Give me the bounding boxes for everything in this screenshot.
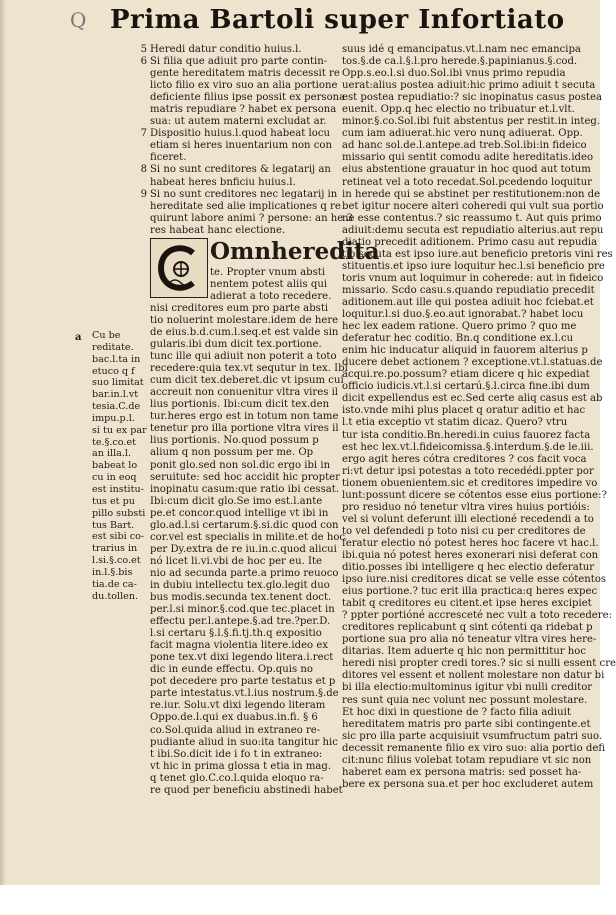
summary-line [150,104,340,116]
summary-number: 9 [140,188,147,200]
text-line: eius abstentione grauatur in hoc quod aut totum [342,164,591,176]
text-line: sic pro illa parte acquisiuit vsumfructum patri suo. [342,730,603,742]
text-line: acqui.re.po.possum? etiam dicere q hic expediat [342,369,590,381]
margin-line: suo limitat [92,377,144,389]
text-line: to vel defendedi p toto nisi cu per creditores de [342,525,586,537]
text-line: heredi nisi propter credi tores.? sic si nulli essent cre [342,658,616,670]
text-line: in herede qui se abstinet per restitutionem:non de [342,188,601,200]
text-line: minor.§.co.Sol.ibi fuit abstentus per restit.in integ. [342,116,601,128]
summary-text: gente hereditatem matris decessit re [150,68,340,80]
text-line: Oppo.de.l.qui ex duabus.in.fi. § 6 [150,712,318,724]
text-line: est postea repudiatio:? sic inopinatus casus postea [342,92,602,104]
text-line: effectu per.l.antepe.§.ad tre.?per.D. [150,616,331,628]
decorated-initial-c-icon [151,239,207,297]
summary-text: licto filio ex viro suo an alia portione [150,80,338,92]
text-line: toris vnum aut loquimur in coherede: aut in fideico [342,272,604,284]
text-line: euenit. Opp.q hec electio no tribuatur et.l.vlt. [342,104,575,116]
text-line: hereditatem matris pro parte sibi contingente.et [342,718,591,730]
summary-text: Si filia que adiuit pro parte contin- [150,56,328,68]
margin-line: impu.p.l. [92,412,135,424]
text-line: ad hanc sol.de.l.antepe.ad treb.Sol.ibi:in fideico [342,140,587,152]
summary-line [140,44,340,56]
text-line: gularis.ibi dum dicit tex.portione. [150,339,322,351]
text-line: inopinatu casum:que ratio ibi cessat. [150,483,340,495]
summary-number: 6 [140,56,147,68]
text-line: tio secuta est ipso iure.aut beneficio pretoris vini res [342,248,613,260]
margin-line: bac.l.ta in [92,353,141,365]
text-line: nó licet li.vi.vbi de hoc per eu. Ite [150,555,322,567]
text-line: suus idé q emancipatus.vt.l.nam nec emancipa [342,44,581,55]
right-column [342,44,616,791]
margin-line: pillo substi [92,507,146,519]
summary-text: res habeat hanc electione. [150,224,286,236]
text-line: re.iur. Solu.vt dixi legendo literam [150,700,326,712]
summary-line [150,92,346,104]
text-line: cum dicit tex.deberet.dic vt ipsum cui [150,375,344,387]
running-header: Prima Bartoli super Infortiato [110,5,565,35]
margin-line: reditate. [92,341,134,353]
text-line: cum iam adiuerat.hic vero nunq adiuerat. Opp. [342,128,583,140]
summary-line [150,152,340,164]
margin-line: est sibi co- [92,531,145,543]
summary-line [140,164,340,176]
text-line: pe.et concor.quod intellige vt ibi in [150,507,329,519]
summary-line [150,212,353,225]
text-line: tionem obuenientem.sic et creditores impedire vo [342,477,598,489]
page-edge-shadow [0,0,6,915]
summary-line [150,225,340,237]
page-footer-blank [0,885,600,915]
text-line: glo.ad.l.si certarum.§.si.dic quod con [150,519,339,531]
summary-text: Si no sunt creditores nec legatarij in [150,188,338,200]
text-line: co.Sol.quida aliud in extraneo re- [150,724,321,736]
summary-number: 5 [140,44,147,55]
text-line: loquitur.l.si duo.§.eo.aut ignorabat.? habet locu [342,309,584,321]
summary-text: ficeret. [150,152,187,164]
text-line: ne esse contentus.? sic reassumo t. Aut quis primo [342,212,602,224]
text-line: deferatur hec coditio. Bn.q conditione ex.l.cu [342,333,574,345]
summary-line [140,128,340,140]
text-line: facit magna violentia litere.ideo ex [150,640,329,652]
text-line: tur.heres ergo est in totum non tame [150,411,339,423]
margin-line: etuco q f [92,365,135,377]
text-line: te. Propter vnum absti [210,266,326,278]
summary-line [150,80,340,92]
summary-text: hereditate sed alie implicationes q re [150,200,341,212]
margin-line: te.§.co.et [92,436,136,448]
text-line: bere ex persona sua.et per hoc excluderet autem [342,778,594,790]
signature-mark: Q [70,8,87,32]
text-line: Opp.s.eo.l.si duo.Sol.ibi vnus primo repudia [342,68,566,80]
text-line: tenetur pro illa portione vltra vires il [150,423,339,435]
margin-line: l.si.§.co.et [92,555,141,567]
text-line: res sunt quia nec volunt nec possunt molestare. [342,694,588,706]
summary-line [150,201,340,213]
summary-text: etiam si heres inuentarium non con [150,140,332,152]
margin-line: cu in eoq [92,472,137,484]
summary-line [150,177,340,189]
text-line: isto.vnde mihi plus placet q oratur aditio et hac [342,405,586,417]
text-line: alium q non possum per me. Op [150,447,314,459]
incipit-heading: Omnheredita [210,237,380,265]
text-line: pot decedere pro parte testatus et p [150,676,336,688]
text-line: missario qui sentit comodu adite hereditatis.ideo [342,152,594,164]
text-line: ri:vt detur ipsi potestas a toto recedédi.ppter por [342,465,594,477]
margin-line: si tu ex par [92,424,147,436]
text-line: bi illa electio:multominus igitur vbi nulli creditor [342,682,593,694]
text-line: ducere debet actionem ? exceptione.vt.l.statuas.de [342,357,603,369]
text-line: in dubiu intellectu tex.glo.legit duo [150,579,330,591]
text-line: tunc ille qui adiuit non poterit a toto [150,351,337,363]
text-line: retineat vel a toto recedat.Sol.pcedendo loquitur [342,176,592,188]
margin-line: Cu be [92,330,121,341]
text-line: lius portionis. Ibi:cum dicit tex.den [150,399,330,411]
decorated-initial [150,238,208,298]
text-line: ditarias. Item aduerte q hic non permittitur hoc [342,646,587,658]
text-line: ergo agit heres cótra creditores ? cos facit voca [342,453,587,465]
text-line: eius portione.? tuc erit illa practica:q heres expec [342,586,598,598]
summary-text: Dispositio huius.l.quod habeat locu [150,128,330,140]
summary-line [150,140,340,152]
text-line: haberet eam ex persona matris: sed posset ha- [342,766,582,778]
text-line: nentem potest aliis qui [210,278,328,290]
text-line: recedere:quia tex.vt sequtur in tex. Ibi [150,363,348,375]
text-line: ditores vel essent et nollent molestare non datur bi [342,670,605,682]
text-line: diatio precedit aditionem. Primo casu aut repudia [342,236,598,248]
text-line: bus modis.secunda tex.tenent doct. [150,592,332,604]
text-line: de eius.b.d.cum.l.seq.et est valde sin [150,326,339,338]
commentary-text-left [150,266,348,797]
text-line: feratur electio nó potest heres hoc facere vt hac.l. [342,537,599,549]
text-line: creditores replicabunt q sint cótenti qa ridebat p [342,622,593,634]
text-line: adiuit:demu secuta est repudiatio alterius.aut repu [342,224,604,236]
text-line: ? ppter portióné accresceté nec vult a toto recedere: [342,610,612,622]
summary-text: quirunt labore animi ? persone: an he 3 [150,212,353,224]
text-line: ditio.posses ibi intelligere q hec electio deferatur [342,562,595,574]
margin-line: tesia.C.de [92,401,141,413]
summary-line [140,56,340,68]
text-line: dic in eunde effectu. Op.quis no [150,664,313,676]
summary-text: habeat heres bnficiu huius.l. [150,176,296,188]
text-line: ipso iure.nisi creditores dicat se velle esse cótentos [342,574,607,586]
text-line: Et hoc dixi in questione de ? facto filia adiuit [342,706,571,718]
margin-line: bar.in.l.vt [92,389,139,401]
marginal-letter: a [75,332,82,343]
text-line: pone tex.vt dixi legendo litera.i.rect [150,652,334,664]
text-line: enim hic inducatur aliquid in fauorem alterius p [342,345,588,357]
margin-line: in.l.§.bis [92,566,133,578]
margin-line: du.tollen. [92,590,139,602]
text-line: q tenet glo.C.co.l.quida eloquo ra- [150,772,324,784]
text-line: hec lex eadem ratione. Quero primo ? quo me [342,321,577,333]
summary-text: deficiente filius ipse possit ex persona [150,92,346,104]
text-line: per Dy.extra de re iu.in.c.quod alicui [150,543,337,555]
text-line: dicit expellendus est ec.Sed certe aliq casus est ab [342,393,603,405]
text-line: est hec lex.vt.l.fideicomissa.§.interdum.§.de le.iii. [342,441,594,453]
text-line: pudiante aliud in suo:ita tangitur hic [150,736,338,748]
summary-text: sua: ut autem materni excludat ar. [150,116,327,128]
text-line: t ibi.So.dicit ide i fo t in extraneo: [150,748,323,760]
text-line: re quod per beneficiu abstinedi habet [150,784,343,796]
text-line: lius portionis. No.quod possum p [150,435,319,447]
text-line: l.t etia exceptio vt statim dicaz. Quero? vtru [342,417,568,429]
text-line: pro residuo nó tenetur vltra vires huius portióis: [342,501,590,513]
text-line: stituentis.et ipso iure loquitur hec.l.si beneficio pre [342,260,605,272]
text-line: uerat:alius postea adiuit:hic primo adiuit t secuta [342,80,596,92]
text-line: Ibi:cum dicit glo.Se imo est.l.ante [150,495,323,507]
summary-line [150,116,340,128]
margin-line: an illa.l. [92,448,132,460]
text-line: portione sua pro alia nó teneatur vltra vires here- [342,634,597,646]
text-line: tabit q creditores eu citent.et ipse heres excipiet [342,598,592,610]
left-column [140,44,380,797]
text-line: per.l.si minor.§.cod.que tec.placet in [150,604,335,616]
text-line: parte intestatus.vt.l.ius nostrum.§.de [150,688,339,700]
text-line: nio ad secunda parte.a primo reuoco [150,567,339,579]
margin-line: babeat lo [92,460,138,472]
text-line: nisi creditores eum pro parte absti [150,302,329,314]
text-line: l.si certaru §.l.§.fi.tj.th.q expositio [150,628,322,640]
text-line: seruitute: sed hoc accidit hic propter [150,471,340,483]
text-line: vt hic in prima glossa t etia in mag. [150,760,332,772]
text-line: cit:nunc filius volebat totam repudiare vt sic non [342,754,592,766]
summary-number: 8 [140,164,147,176]
summary-line [150,68,340,80]
text-line: tio noluerint molestare.idem de here [150,314,339,326]
text-line: ibi.quia nó potest heres exonerari nisi deferat con [342,549,599,561]
margin-line: trarius in [92,543,138,555]
text-line: aditionem.aut ille qui postea adiuit hoc fciebat.et [342,296,594,308]
margin-line: tia.de ca- [92,578,137,590]
text-line: adierat a toto recedere. [210,290,332,302]
text-line: bet igitur nocere alteri coheredi qui vult sua portio [342,200,604,212]
text-line: decessit remanente filio ex viro suo: alia portio defi [342,742,606,754]
text-line: tur ista conditio.Bn.heredi.in cuius fauorez facta [342,429,591,441]
text-line: cor.vel est specialis in milite.et de hoc [150,531,346,543]
summary-number: 7 [140,128,147,140]
summary-list [140,44,353,237]
margin-line: tus Bart. [92,519,135,531]
text-line: vel si volunt deferunt illi electioné recedendi a to [342,513,594,525]
margin-line: tus et pu [92,495,135,507]
text-line: ponit glo.sed non sol.dic ergo ibi in [150,459,331,471]
marginal-gloss [92,330,150,602]
summary-text: Si no sunt creditores & legatarij an [150,164,331,176]
text-line: missario. Scdo casu.s.quando repudiatio precedit [342,284,595,296]
summary-text: Heredi datur conditio huius.l. [150,44,302,55]
text-line: tos.§.de ca.l.§.l.pro herede.§.papinianus.§.cod. [342,56,578,68]
margin-line: est institu- [92,483,144,495]
summary-line [140,188,340,201]
text-line: accreuit non conuenitur vltra vires il [150,387,339,399]
text-line: officio iudicis.vt.l.si certarú.§.l.circa fine.ibi dum [342,381,590,393]
summary-text: matris repudiare ? habet ex persona [150,104,337,116]
text-line: lunt:possunt dicere se cótentos esse eius portione:? [342,489,607,501]
